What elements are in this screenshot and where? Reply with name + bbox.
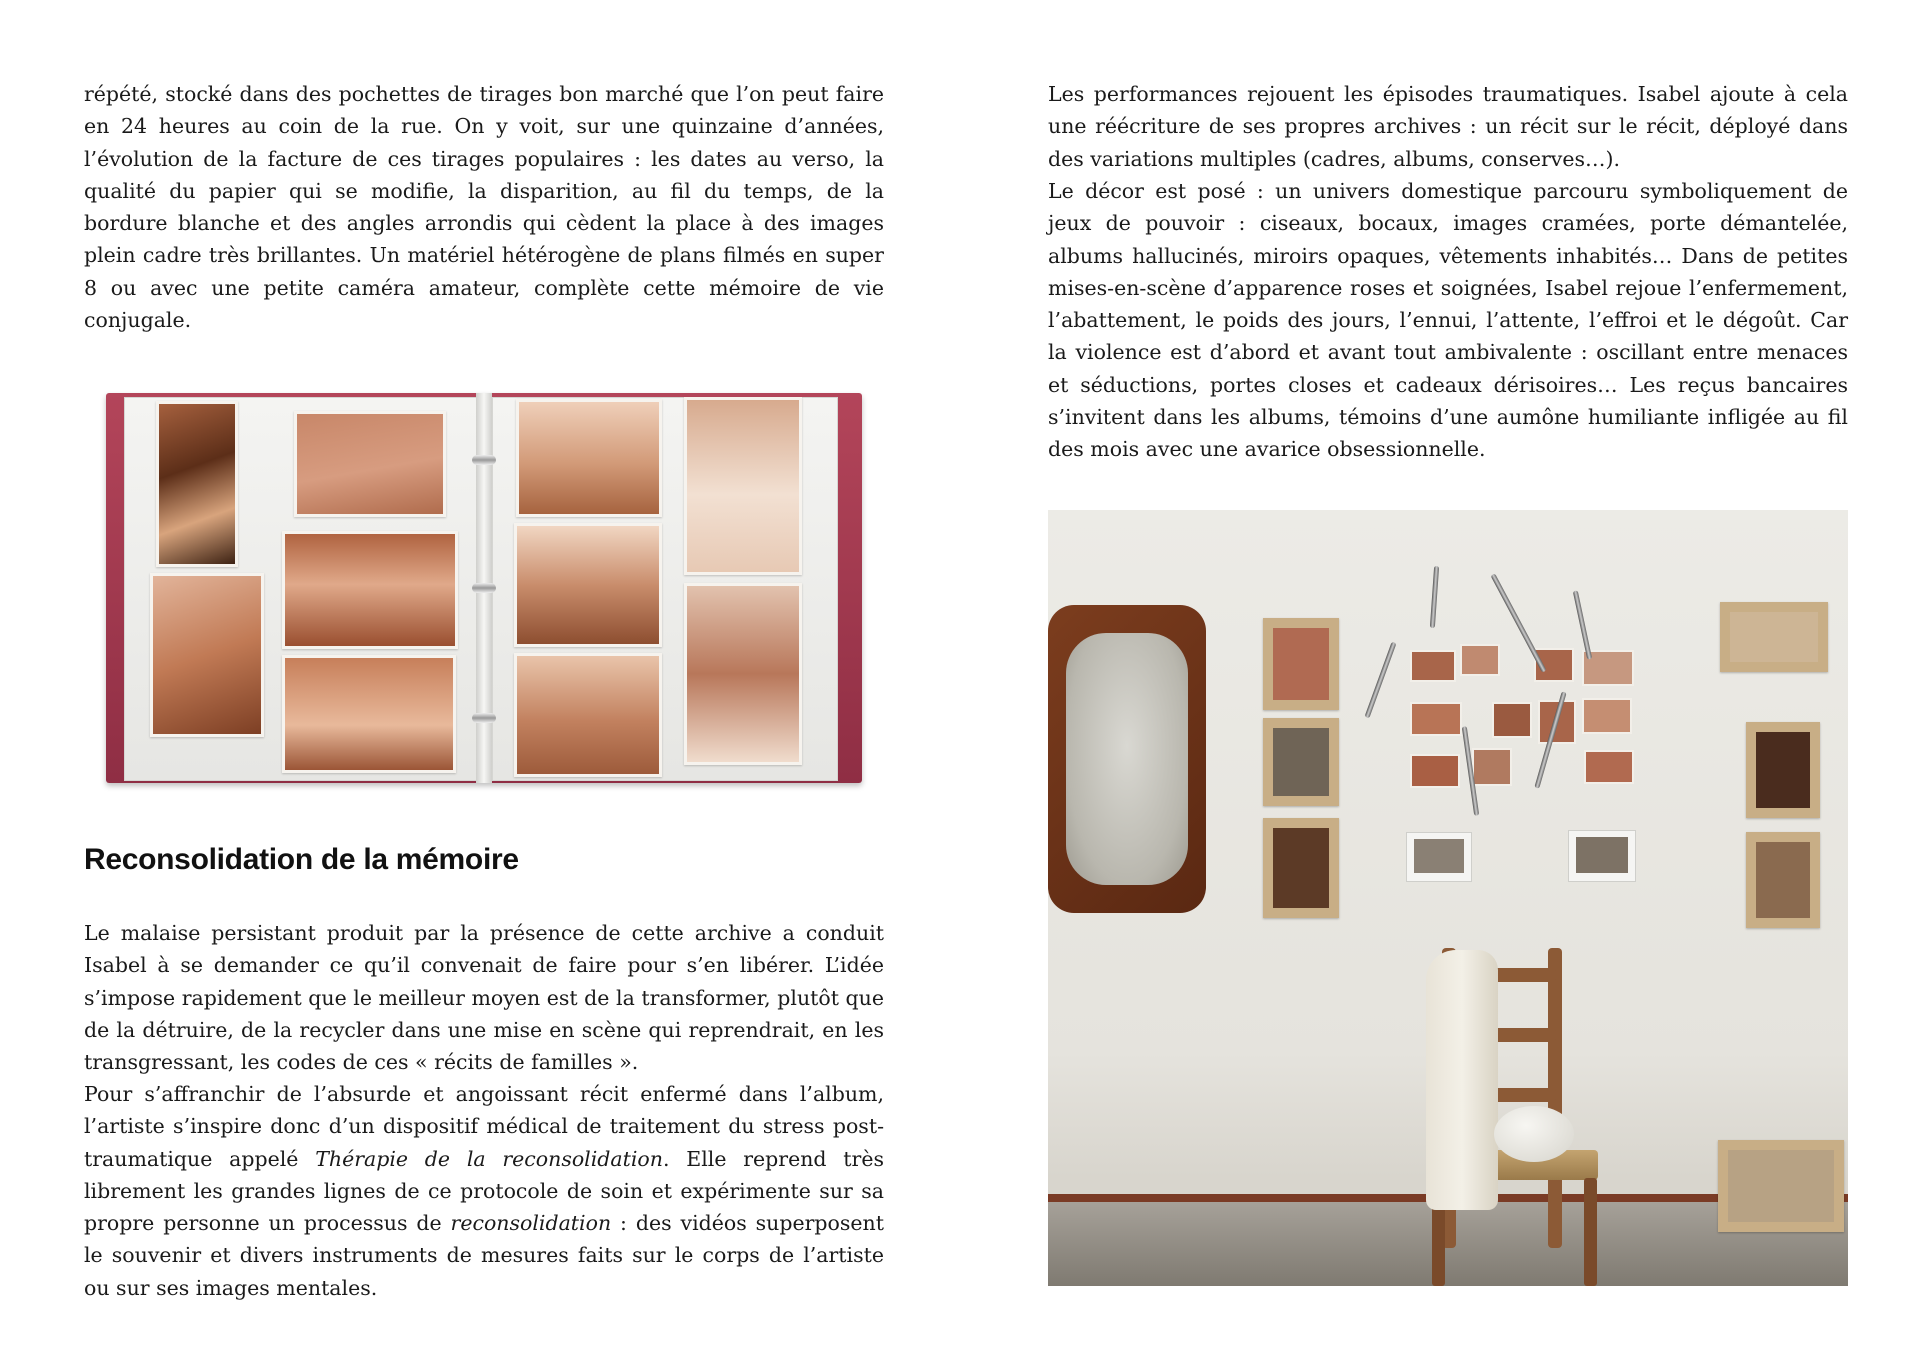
- hanging-knife: [1430, 566, 1439, 628]
- framed-picture: [1720, 602, 1828, 672]
- album-photo: [514, 653, 662, 777]
- mirror-glass: [1066, 633, 1188, 885]
- italic-term: reconsolidation: [450, 1211, 612, 1236]
- framed-picture: [1718, 1140, 1844, 1232]
- white-bordered-photo: [1406, 832, 1472, 882]
- framed-picture: [1263, 618, 1339, 710]
- pinned-photo: [1492, 702, 1532, 738]
- album-photo: [156, 401, 238, 567]
- left-paragraph-2: Le malaise persistant produit par la présence de cette archive a conduit Isabel à se demander ce qu’il convenait de faire pour s’en libérer. L’idée s’impose rapidement que le meilleur moyen est de la transformer, plutôt que de la détruire, de la recycler dans une mise en scène qui reprendrait, en les transgressant, les codes de ces « récits de familles ».: [84, 921, 884, 1075]
- section-heading: Reconsolidation de la mémoire: [84, 843, 519, 876]
- framed-picture: [1263, 818, 1339, 918]
- left-paragraph-1: répété, stocké dans des pochettes de tirages bon marché que l’on peut faire en 24 heures au coin de la rue. On y voit, sur une quinzaine d’années, l’évolution de la facture de ces tirages populaires : les dates au verso, la qualité du papier qui se modifie, la disparition, au fil du temps, de la bordure blanche et des angles arrondis qui cèdent la place à des images plein cadre très brillantes. Un matériel hétérogène de plans filmés en super 8 ou avec une petite caméra amateur, complète cette mémoire de vie conjugale.: [84, 82, 884, 333]
- framed-picture: [1263, 718, 1339, 806]
- pinned-photo: [1460, 644, 1500, 676]
- framed-picture: [1746, 722, 1820, 818]
- album-photo: [282, 531, 458, 649]
- binder-ring: [472, 455, 496, 465]
- chair-leg: [1584, 1178, 1597, 1286]
- album-photo: [150, 573, 264, 737]
- album-photo: [684, 397, 802, 575]
- album-photo: [516, 399, 662, 517]
- mirror: [1048, 605, 1206, 913]
- hanging-knife: [1364, 642, 1396, 719]
- paragraph-text: Pour s’affranchir de l’absurde et angoissant récit enfermé dans l’album, l’artiste s’inspire donc d’un dispositif médical de traitement du stress post-traumatique appelé: [84, 1082, 884, 1171]
- italic-term: Thérapie de la reconsolidation: [315, 1146, 663, 1171]
- album-photo: [294, 411, 446, 517]
- album-photo: [684, 583, 802, 765]
- pinned-photo: [1410, 702, 1462, 736]
- framed-picture: [1746, 832, 1820, 928]
- album-photo: [514, 523, 662, 647]
- pinned-photo: [1582, 698, 1632, 734]
- pinned-photo: [1410, 650, 1456, 682]
- right-paragraph-1: Les performances rejouent les épisodes traumatiques. Isabel ajoute à cela une réécriture de ses propres archives : un récit sur le récit, déployé dans des variations multiples (cadres, albums, conserves…).: [1048, 82, 1848, 171]
- paragraph-text: . Elle reprend très librement les grandes lignes de ce protocole de soin et expérimente sur sa propre personne un processus de: [84, 1146, 884, 1236]
- photo-album-image: [84, 383, 884, 793]
- sea-urchin-object: [1494, 1106, 1574, 1162]
- paragraph-text: : des vidéos superposent le souvenir et divers instruments de mesures faits sur le corps de l’artiste ou sur ses images mentales.: [84, 1211, 884, 1300]
- draped-cloth: [1426, 950, 1498, 1210]
- installation-image: [1048, 510, 1848, 1286]
- pinned-photo: [1472, 748, 1512, 786]
- right-paragraph-2: Le décor est posé : un univers domestique parcouru symboliquement de jeux de pouvoir : ciseaux, bocaux, images cramées, porte démantelée, albums hallucinés, miroirs opaques, vêtements inhabités… Dans de petites mises-en-scène d’apparence roses et soignées, Isabel rejoue l’enfermement, l’abattement, le poids des jours, l’ennui, l’attente, l’effroi et le dégoût. Car la violence est d’abord et avant tout ambivalente : oscillant entre menaces et séductions, portes closes et cadeaux dérisoires… Les reçus bancaires s’invitent dans les albums, témoins d’une aumône humiliante infligée au fil des mois avec une avarice obsessionnelle.: [1048, 179, 1848, 462]
- pinned-photo: [1584, 750, 1634, 784]
- left-paragraph-3: [84, 1078, 884, 1304]
- album-photo: [282, 655, 456, 773]
- white-bordered-photo: [1568, 830, 1636, 882]
- binder-ring: [472, 583, 496, 593]
- binder-ring: [472, 713, 496, 723]
- pinned-photo: [1410, 754, 1460, 788]
